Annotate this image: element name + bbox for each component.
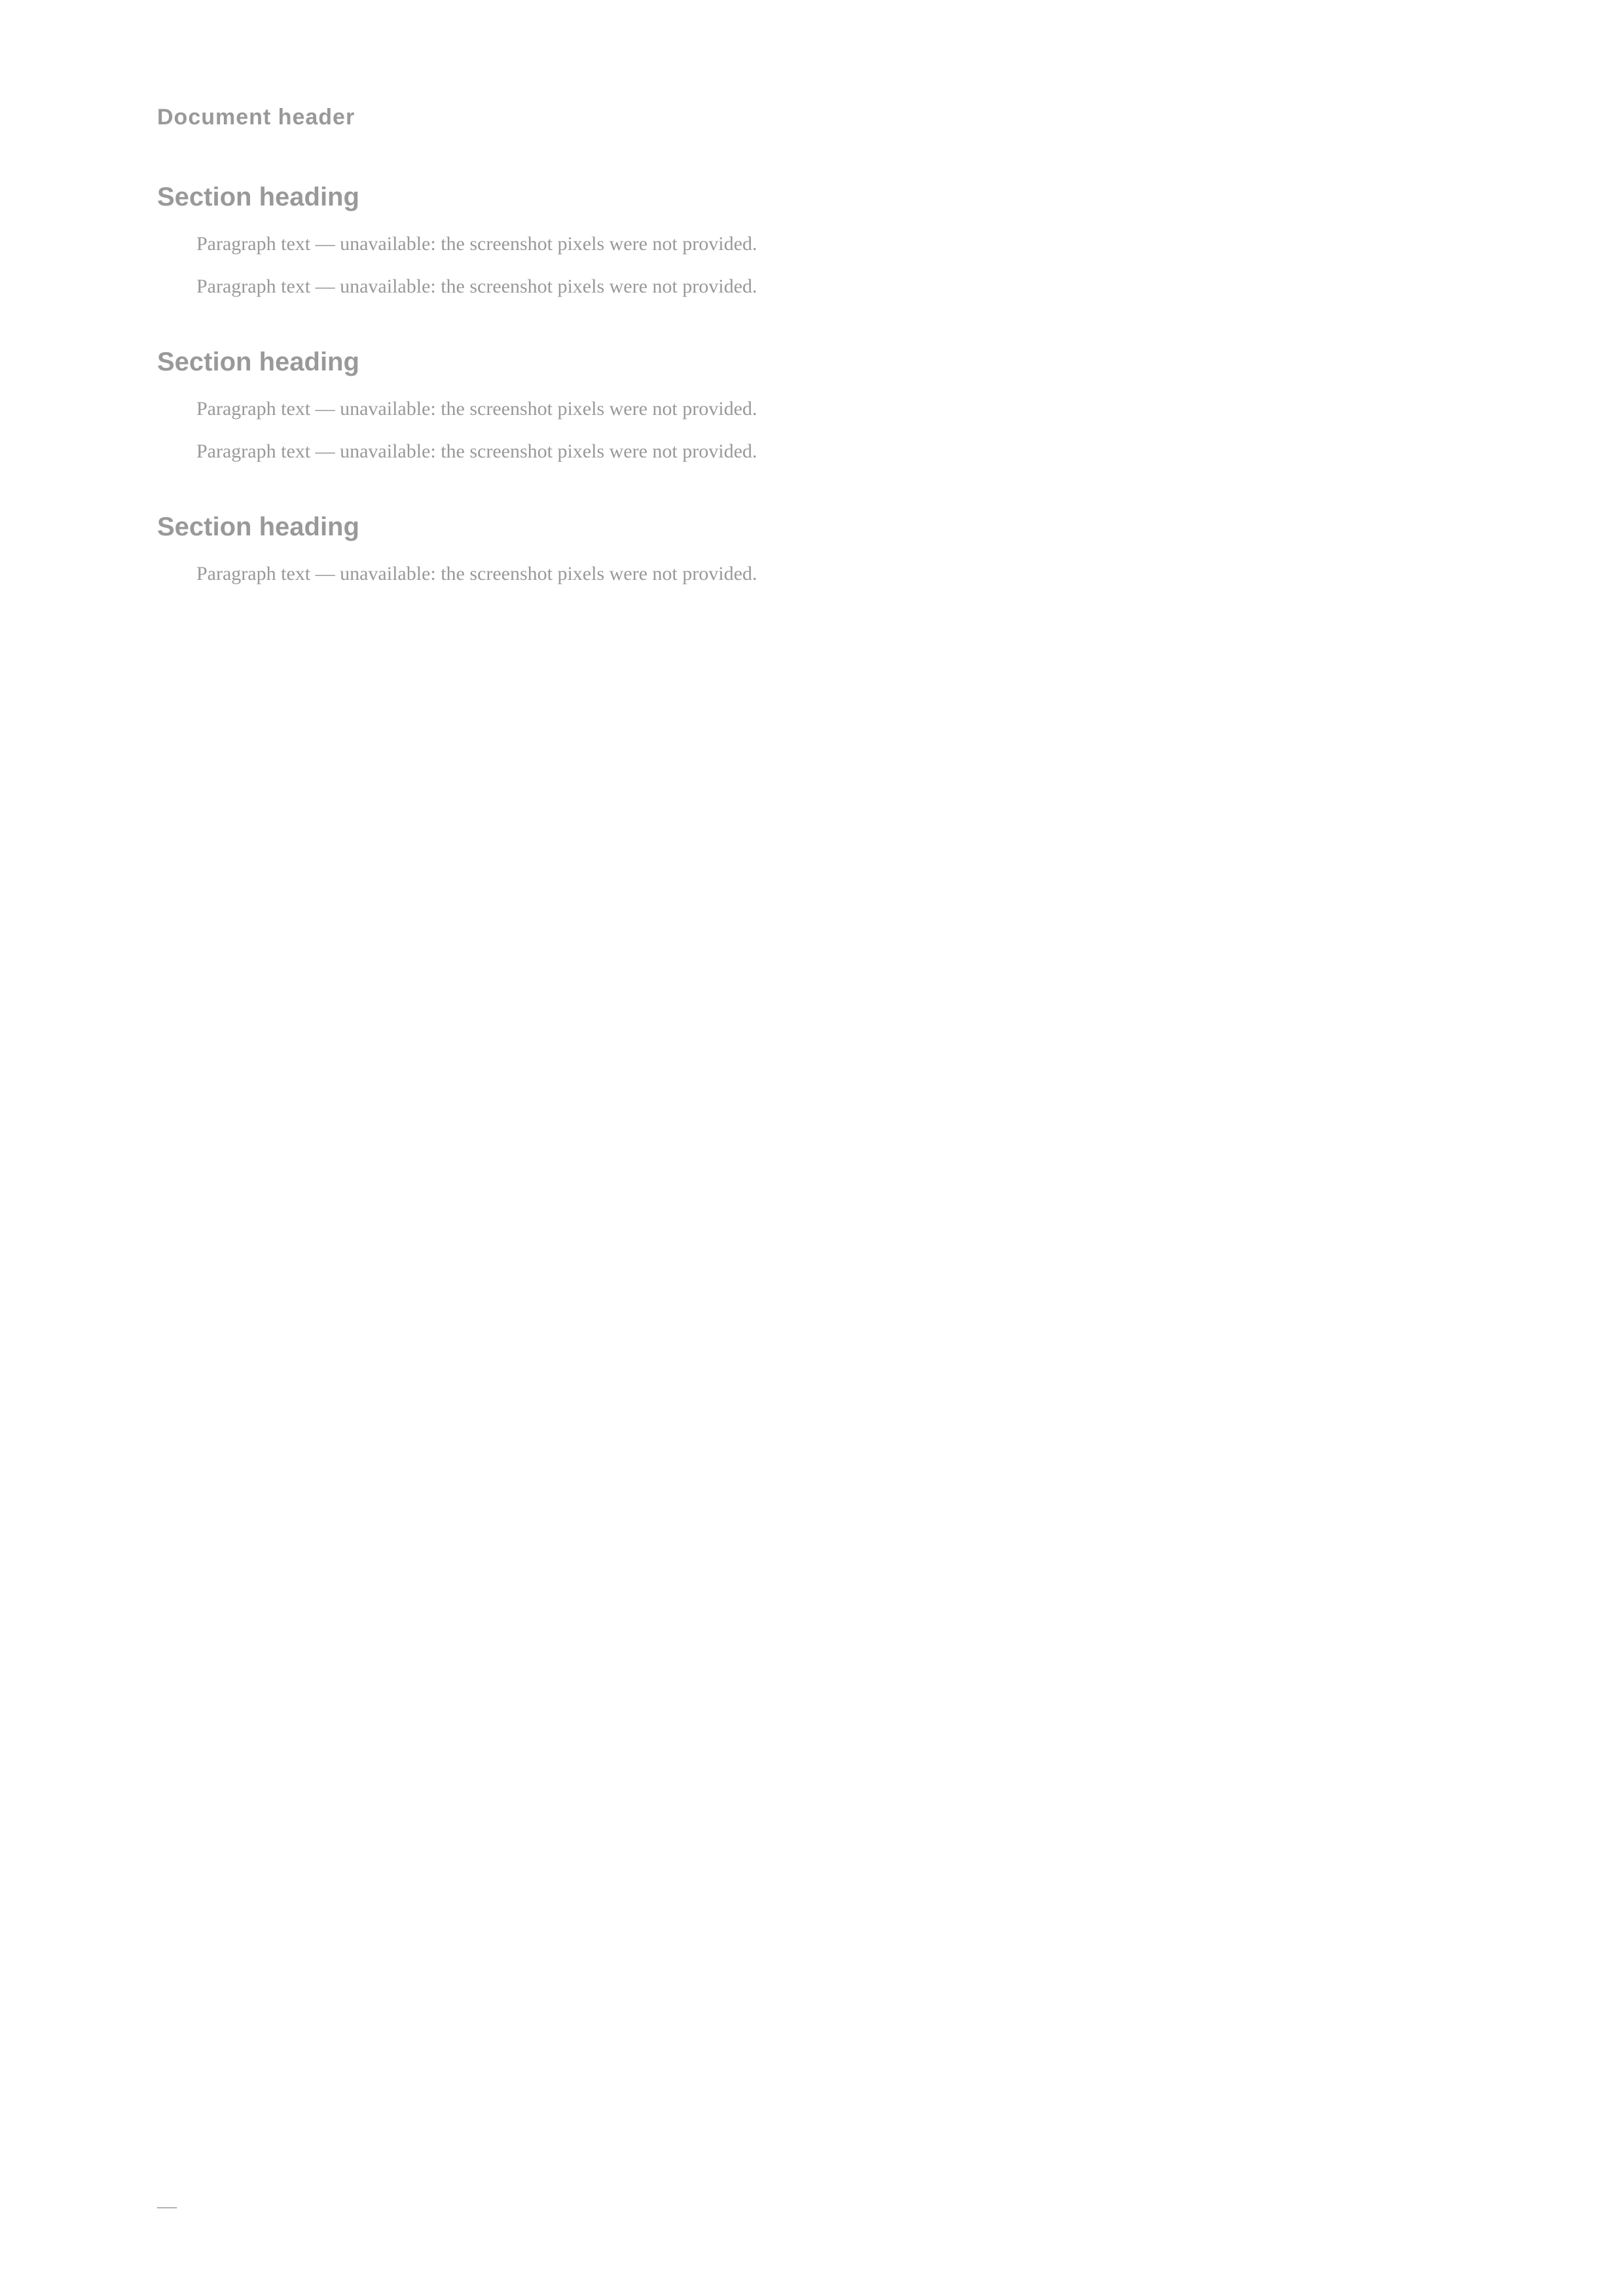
section <box>157 183 1466 302</box>
section <box>157 348 1466 467</box>
document-header: Document header <box>157 105 356 130</box>
paragraph: Paragraph text — unavailable: the screenshot pixels were not provided. <box>196 233 757 255</box>
paragraph: Paragraph text — unavailable: the screenshot pixels were not provided. <box>196 440 757 462</box>
section-title: Section heading <box>157 348 359 376</box>
paragraph: Paragraph text — unavailable: the screenshot pixels were not provided. <box>196 563 757 584</box>
page-number: — <box>157 2195 177 2217</box>
paragraph: Paragraph text — unavailable: the screenshot pixels were not provided. <box>196 275 757 297</box>
section-title: Section heading <box>157 183 359 211</box>
paragraph: Paragraph text — unavailable: the screenshot pixels were not provided. <box>196 398 757 420</box>
section <box>157 512 1466 590</box>
section-title: Section heading <box>157 512 359 541</box>
